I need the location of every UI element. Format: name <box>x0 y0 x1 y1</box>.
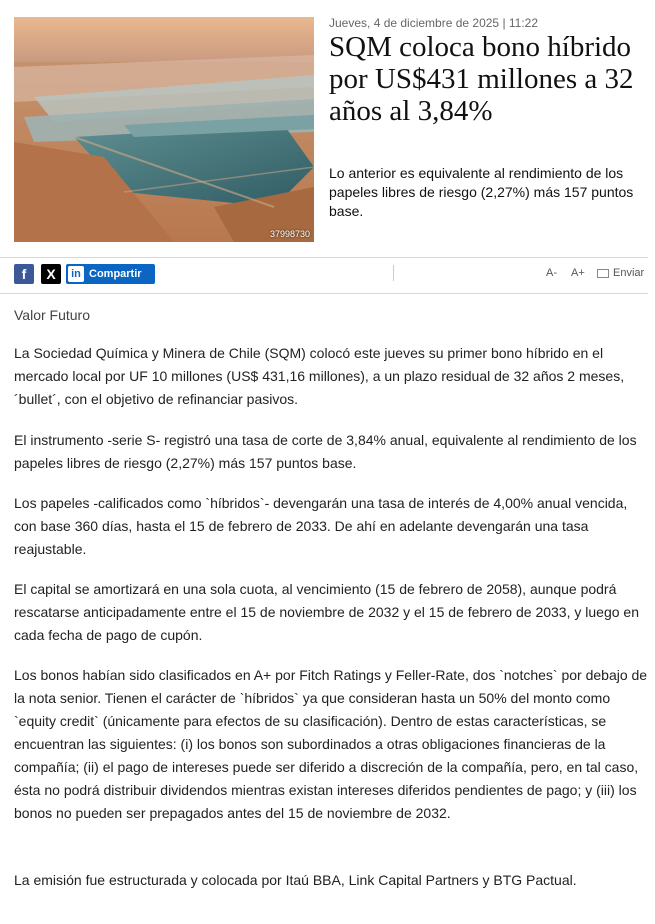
article-paragraph: La Sociedad Química y Minera de Chile (SQM) colocó este jueves su primer bono híbrido en el mercado local por UF 10 millones (US$ 431,16 millones), a un plazo residual de 32 años 2 meses, ´bullet´, con el objetivo de refinanciar pasivos. <box>14 345 625 407</box>
share-toolbar <box>0 257 648 294</box>
article-headline: SQM coloca bono híbrido por US$431 millones a 32 años al 3,84% <box>329 31 634 127</box>
x-icon: X <box>46 266 56 282</box>
article-source: Valor Futuro <box>14 307 90 323</box>
linkedin-share-button[interactable] <box>66 264 155 284</box>
linkedin-icon: in <box>68 266 84 282</box>
hero-image <box>14 17 314 242</box>
article-paragraph: Los papeles -calificados como `híbridos`- devengarán una tasa de interés de 4,00% anual vencida, con base 360 días, hasta el 15 de febrero de 2033. De ahí en adelante devengarán una tasa reajustable. <box>14 495 628 557</box>
article-paragraph: El instrumento -serie S- registró una tasa de corte de 3,84% anual, equivalente al rendimiento de los papeles libres de riesgo (2,27%) más 157 puntos base. <box>14 432 637 471</box>
share-label: Compartir <box>89 268 142 280</box>
article-paragraph: El capital se amortizará en una sola cuota, al vencimiento (15 de febrero de 2058), aunque podrá rescatarse anticipadamente entre el 15 de noviembre de 2032 y el 15 de febrero de 2033, y luego en cada fecha de pago de cupón. <box>14 581 639 643</box>
send-email-button[interactable] <box>597 267 644 279</box>
font-increase-button[interactable]: A+ <box>571 267 585 279</box>
send-label: Enviar <box>613 267 645 279</box>
x-share-button[interactable] <box>41 264 61 284</box>
article-paragraph: Los bonos habían sido clasificados en A+ por Fitch Ratings y Feller-Rate, dos `notches` por debajo de la nota senior. Tienen el carácter de `híbridos` ya que consideran hasta un 50% del monto como `equity credit` (únicamente para efectos de su clasificación). Dentro de estas características, se encuentran las siguientes: (i) los bonos son subordinados a otras obligaciones financieras de la compañía; (ii) el pago de intereses puede ser diferido a discreción de la compañía, pero, en tal caso, ésta no podrá distribuir dividendos mientras existan intereses diferidos pendientes de pago; y (iii) los bonos no pueden ser prepagados antes del 15 de noviembre de 2032. <box>14 667 648 821</box>
salt-flat-photo <box>14 17 314 242</box>
article-dateline: Jueves, 4 de diciembre de 2025 | 11:22 <box>329 16 539 30</box>
font-decrease-button[interactable]: A- <box>546 267 557 279</box>
toolbar-divider <box>393 265 394 281</box>
image-id-caption: 37998730 <box>269 229 310 239</box>
facebook-icon: f <box>21 266 27 282</box>
article-deck: Lo anterior es equivalente al rendimiento de los papeles libres de riesgo (2,27%) más 157 puntos base. <box>329 165 634 219</box>
facebook-share-button[interactable] <box>14 264 34 284</box>
mail-icon <box>597 269 609 278</box>
article-paragraph: La emisión fue estructurada y colocada por Itaú BBA, Link Capital Partners y BTG Pactual. <box>14 872 577 888</box>
